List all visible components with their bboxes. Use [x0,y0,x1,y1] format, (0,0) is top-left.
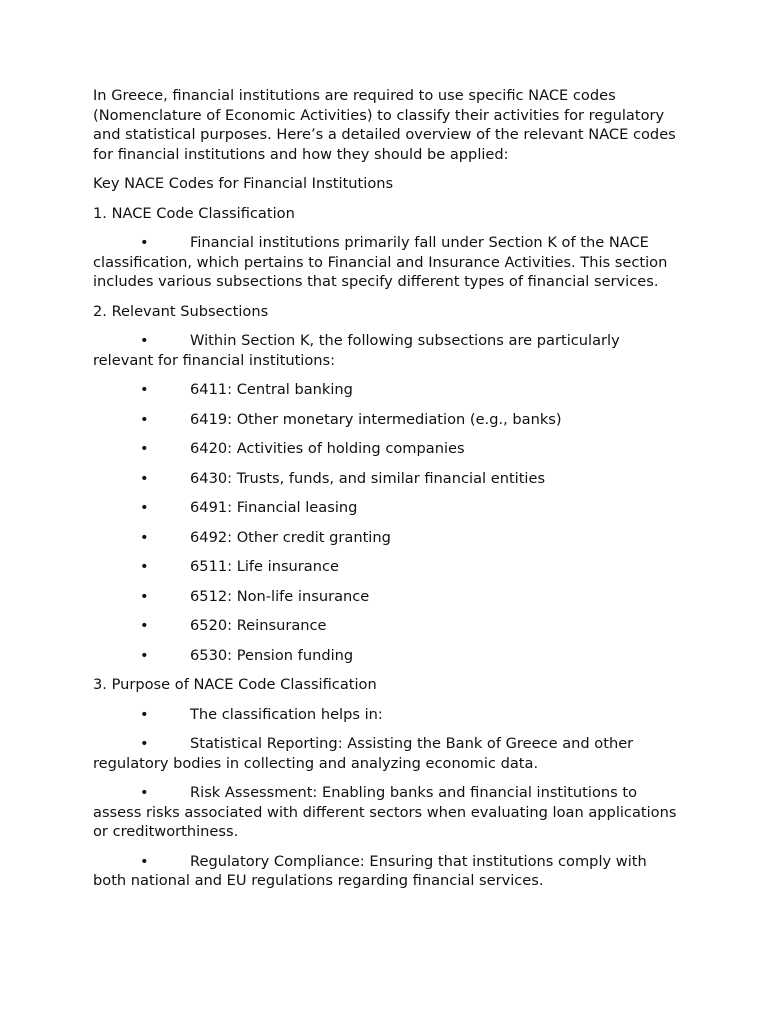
bullet-icon: • [140,852,149,870]
list-item-text: 6512: Non-life insurance [190,587,370,605]
list-item [93,783,683,842]
section-heading: 2. Relevant Subsections [93,302,269,320]
document-title: Key NACE Codes for Financial Institutions [93,175,394,192]
list-item [93,646,683,666]
bullet-icon: • [140,469,149,487]
bullet-icon: • [140,410,149,428]
bullet-icon: • [140,332,149,349]
list-item-text: 6511: Life insurance [190,558,339,575]
list-item-text: 6491: Financial leasing [190,499,358,516]
list-item [93,616,683,636]
bullet-icon: • [140,558,149,575]
list-item [93,852,683,891]
bullet-icon: • [140,705,149,723]
list-item-text: Financial institutions primarily fall under Section K of the NACE classification, which pertains to Financial and Insurance Activities. This section includes various subsections that specify different types of financial services. [93,234,668,290]
list-item-text: Statistical Reporting: Assisting the Bank of Greece and other regulatory bodies in collecting and analyzing economic data. [93,735,634,772]
bullet-icon: • [140,381,149,398]
list-item [93,557,683,577]
list-item-text: Risk Assessment: Enabling banks and financial institutions to assess risks associated with different sectors when evaluating loan applications or creditworthiness. [93,784,677,840]
document-page [93,86,683,901]
bullet-icon: • [140,499,149,516]
section-heading: 3. Purpose of NACE Code Classification [93,676,377,693]
bullet-icon: • [140,617,149,634]
intro-paragraph: In Greece, financial institutions are required to use specific NACE codes (Nomenclature of Economic Activities) to classify their activities for regulatory and statistical purposes. Here’s a detailed overview of the relevant NACE codes for financial institutions and how they should be applied: [93,87,676,163]
list-item [93,439,683,459]
list-item-text: Regulatory Compliance: Ensuring that institutions comply with both national and EU regulations regarding financial services. [93,852,647,889]
list-item-text: 6520: Reinsurance [190,617,327,634]
list-item [93,331,683,370]
list-item-text: 6411: Central banking [190,381,353,398]
list-item [93,734,683,773]
bullet-icon: • [140,587,149,605]
bullet-icon: • [140,646,149,664]
list-item-text: 6530: Pension funding [190,646,354,664]
bullet-icon: • [140,735,149,752]
list-item [93,380,683,400]
list-item [93,587,683,607]
list-item [93,233,683,292]
list-item-text: 6420: Activities of holding companies [190,440,465,457]
list-item [93,469,683,489]
list-item [93,498,683,518]
bullet-icon: • [140,234,149,251]
list-item [93,410,683,430]
bullet-icon: • [140,528,149,546]
list-item-text: The classification helps in: [190,705,383,723]
bullet-icon: • [140,784,149,801]
list-item-text: 6492: Other credit granting [190,528,391,546]
section-heading: 1. NACE Code Classification [93,204,295,222]
bullet-icon: • [140,440,149,457]
list-item-text: 6430: Trusts, funds, and similar financial entities [190,469,546,487]
list-item [93,528,683,548]
list-item [93,705,683,725]
list-item-text: 6419: Other monetary intermediation (e.g., banks) [190,410,562,428]
list-item-text: Within Section K, the following subsections are particularly relevant for financial institutions: [93,332,620,369]
